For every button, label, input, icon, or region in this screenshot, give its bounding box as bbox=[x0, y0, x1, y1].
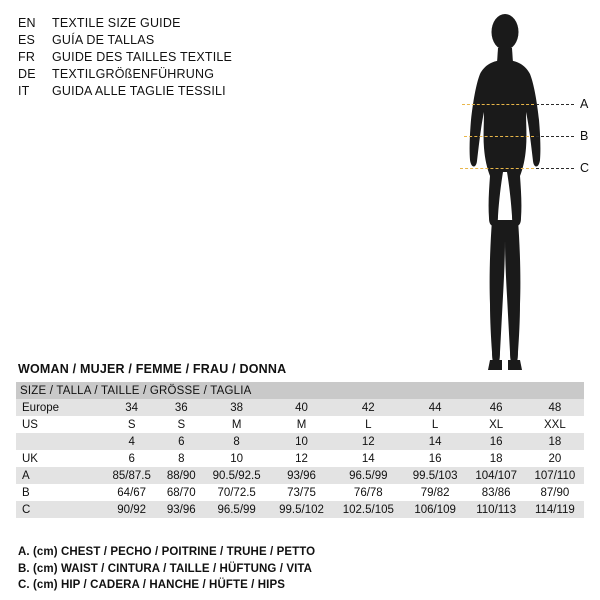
cell: 83/86 bbox=[467, 484, 526, 501]
measure-line-c-accent bbox=[460, 168, 534, 169]
cell: 40 bbox=[270, 399, 333, 416]
cell: 18 bbox=[526, 433, 584, 450]
cell: 38 bbox=[203, 399, 270, 416]
cell: M bbox=[203, 416, 270, 433]
note-a: A. (cm) CHEST / PECHO / POITRINE / TRUHE / PETTO bbox=[18, 546, 316, 558]
row-label: B bbox=[16, 484, 104, 501]
cell: L bbox=[333, 416, 404, 433]
cell: 85/87.5 bbox=[104, 467, 159, 484]
cell: 76/78 bbox=[333, 484, 404, 501]
measure-line-a-pointer bbox=[536, 104, 574, 105]
language-title: TEXTILGRÖßENFÜHRUNG bbox=[52, 67, 215, 81]
cell: 16 bbox=[467, 433, 526, 450]
cell: 96.5/99 bbox=[333, 467, 404, 484]
cell: 10 bbox=[203, 450, 270, 467]
cell: M bbox=[270, 416, 333, 433]
cell: XL bbox=[467, 416, 526, 433]
language-code: EN bbox=[18, 16, 36, 30]
row-label: US bbox=[16, 416, 104, 433]
measure-line-b-pointer bbox=[536, 136, 574, 137]
table-row bbox=[16, 433, 584, 450]
cell: 18 bbox=[467, 450, 526, 467]
table-row bbox=[16, 416, 584, 433]
measure-label-b: B bbox=[580, 129, 589, 143]
cell: 16 bbox=[404, 450, 467, 467]
measurement-notes bbox=[18, 544, 578, 594]
table-row bbox=[16, 450, 584, 467]
cell: 114/119 bbox=[526, 501, 584, 518]
cell: L bbox=[404, 416, 467, 433]
cell: 102.5/105 bbox=[333, 501, 404, 518]
language-title: GUIDA ALLE TAGLIE TESSILI bbox=[52, 84, 226, 98]
row-label: A bbox=[16, 467, 104, 484]
language-code: DE bbox=[18, 67, 36, 81]
row-label bbox=[16, 433, 104, 450]
cell: 12 bbox=[333, 433, 404, 450]
note-c: C. (cm) HIP / CADERA / HANCHE / HÜFTE / HIPS bbox=[18, 579, 286, 591]
cell: 44 bbox=[404, 399, 467, 416]
measure-label-a: A bbox=[580, 97, 589, 111]
table-row bbox=[16, 399, 584, 416]
note-b: B. (cm) WAIST / CINTURA / TAILLE / HÜFTUNG / VITA bbox=[18, 562, 313, 575]
cell: 107/110 bbox=[526, 467, 584, 484]
table-row bbox=[16, 467, 584, 484]
size-table bbox=[16, 382, 584, 518]
cell: 12 bbox=[270, 450, 333, 467]
cell: 88/90 bbox=[159, 467, 203, 484]
cell: 79/82 bbox=[404, 484, 467, 501]
cell: 96.5/99 bbox=[203, 501, 270, 518]
table-row bbox=[16, 484, 584, 501]
language-row bbox=[18, 50, 318, 67]
cell: 36 bbox=[159, 399, 203, 416]
cell: 68/70 bbox=[159, 484, 203, 501]
cell: 99.5/102 bbox=[270, 501, 333, 518]
female-body-silhouette-icon bbox=[440, 8, 570, 376]
cell: 6 bbox=[159, 433, 203, 450]
cell: 34 bbox=[104, 399, 159, 416]
language-row bbox=[18, 67, 318, 84]
cell: 90.5/92.5 bbox=[203, 467, 270, 484]
measure-line-a-accent bbox=[462, 104, 534, 105]
cell: 48 bbox=[526, 399, 584, 416]
cell: 46 bbox=[467, 399, 526, 416]
cell: 20 bbox=[526, 450, 584, 467]
cell: 90/92 bbox=[104, 501, 159, 518]
body-figure-area bbox=[420, 8, 590, 378]
row-label: Europe bbox=[16, 399, 104, 416]
language-title: TEXTILE SIZE GUIDE bbox=[52, 16, 181, 30]
table-header-label: SIZE / TALLA / TAILLE / GRÖSSE / TAGLIA bbox=[16, 382, 584, 399]
language-code: IT bbox=[18, 84, 30, 98]
table-header-row bbox=[16, 382, 584, 399]
language-row bbox=[18, 16, 318, 33]
cell: 93/96 bbox=[270, 467, 333, 484]
language-code: ES bbox=[18, 33, 36, 47]
cell: 73/75 bbox=[270, 484, 333, 501]
cell: XXL bbox=[526, 416, 584, 433]
row-label: UK bbox=[16, 450, 104, 467]
cell: 104/107 bbox=[467, 467, 526, 484]
language-row bbox=[18, 33, 318, 50]
table-row bbox=[16, 501, 584, 518]
cell: 99.5/103 bbox=[404, 467, 467, 484]
cell: 14 bbox=[404, 433, 467, 450]
row-label: C bbox=[16, 501, 104, 518]
language-title: GUÍA DE TALLAS bbox=[52, 33, 155, 47]
cell: 110/113 bbox=[467, 501, 526, 518]
language-row bbox=[18, 84, 318, 101]
measure-line-b-accent bbox=[464, 136, 534, 137]
cell: 10 bbox=[270, 433, 333, 450]
cell: 14 bbox=[333, 450, 404, 467]
cell: 106/109 bbox=[404, 501, 467, 518]
cell: S bbox=[104, 416, 159, 433]
cell: 42 bbox=[333, 399, 404, 416]
language-code: FR bbox=[18, 50, 36, 64]
cell: 6 bbox=[104, 450, 159, 467]
section-title: WOMAN / MUJER / FEMME / FRAU / DONNA bbox=[18, 362, 287, 376]
cell: 87/90 bbox=[526, 484, 584, 501]
cell: 8 bbox=[159, 450, 203, 467]
language-list bbox=[18, 16, 318, 101]
cell: 70/72.5 bbox=[203, 484, 270, 501]
cell: 93/96 bbox=[159, 501, 203, 518]
cell: 4 bbox=[104, 433, 159, 450]
measure-label-c: C bbox=[580, 161, 590, 175]
cell: 64/67 bbox=[104, 484, 159, 501]
cell: 8 bbox=[203, 433, 270, 450]
cell: S bbox=[159, 416, 203, 433]
language-title: GUIDE DES TAILLES TEXTILE bbox=[52, 50, 233, 64]
measure-line-c-pointer bbox=[536, 168, 574, 169]
